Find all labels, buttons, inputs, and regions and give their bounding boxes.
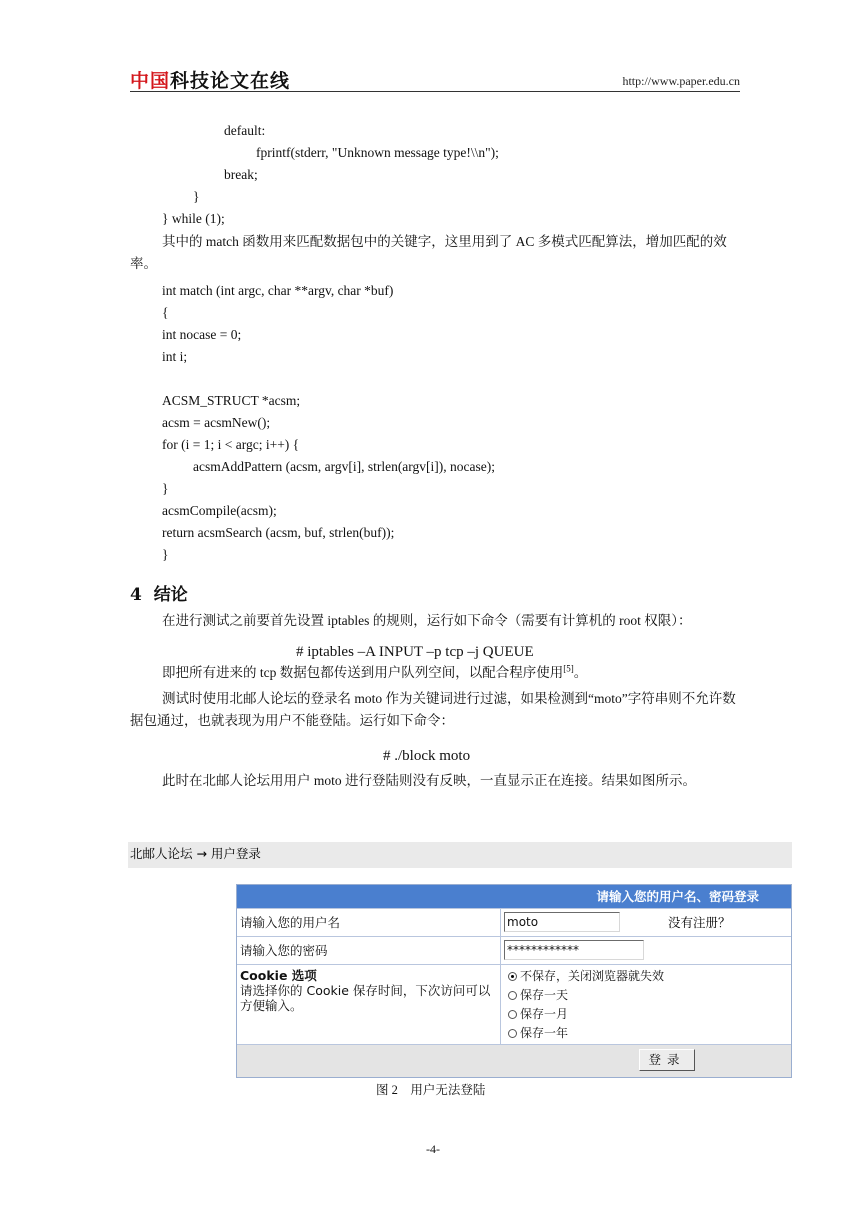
paragraph-result: 此时在北邮人论坛用用户 moto 进行登陆则没有反映，一直显示正在连接。结果如图所示。	[162, 773, 697, 788]
code-line: int i;	[162, 349, 188, 364]
paragraph-iptables: 在进行测试之前要首先设置 iptables 的规则，运行如下命令（需要有计算机的 root 权限）：	[162, 613, 692, 628]
cookie-option[interactable]	[508, 1006, 568, 1022]
code-line: } while (1);	[162, 211, 225, 226]
page-number: -4-	[426, 1142, 440, 1156]
code-line: acsm = acsmNew();	[162, 415, 271, 430]
form-footer	[237, 1044, 791, 1077]
password-label: 请输入您的密码	[237, 937, 501, 964]
code-line: }	[162, 481, 169, 496]
header-url[interactable]: http://www.paper.edu.cn	[622, 74, 740, 88]
logo-red-text: 中国	[130, 70, 171, 92]
username-input[interactable]: moto	[504, 912, 620, 932]
radio-icon[interactable]	[508, 1029, 517, 1038]
cookie-options	[502, 965, 791, 1044]
code-line: }	[193, 189, 200, 204]
password-row	[237, 936, 791, 964]
cookie-option-label: 保存一月	[520, 1007, 569, 1021]
form-title: 请输入您的用户名、密码登录	[237, 885, 791, 908]
cookie-row	[237, 964, 791, 1044]
cookie-description: 请选择你的 Cookie 保存时间，下次访问可以方便输入。	[240, 983, 491, 1013]
page-header	[130, 64, 740, 92]
register-link[interactable]: 没有注册？	[668, 915, 731, 930]
command-block: # ./block moto	[383, 748, 471, 764]
breadcrumb: 北邮人论坛 → 用户登录	[128, 842, 792, 868]
journal-logo	[130, 66, 290, 93]
citation-ref: [5]	[563, 663, 574, 674]
cookie-option[interactable]	[508, 968, 664, 984]
section-number: 4	[130, 585, 142, 605]
code-line: int nocase = 0;	[162, 327, 242, 342]
section-title: 结论	[153, 585, 188, 605]
code-line: acsmCompile(acsm);	[162, 503, 277, 518]
code-line: break;	[224, 167, 258, 182]
figure-caption: 图 2 用户无法登陆	[376, 1083, 486, 1097]
password-cell	[502, 937, 791, 964]
code-line: int match (int argc, char **argv, char *buf)	[162, 283, 394, 298]
radio-icon[interactable]	[508, 991, 517, 1000]
cookie-option-label: 不保存，关闭浏览器就失效	[520, 969, 665, 983]
cookie-option-label: 保存一年	[520, 1026, 569, 1040]
paragraph-test: 测试时使用北邮人论坛的登录名 moto 作为关键词进行过滤，如果检测到“moto”字符串则不允许数据包通过，也就表现为用户不能登陆。运行如下命令：	[130, 691, 736, 728]
code-line: {	[162, 305, 169, 320]
paragraph-queue	[162, 662, 752, 684]
login-form	[236, 884, 792, 1078]
command-iptables: # iptables –A INPUT –p tcp –j QUEUE	[296, 644, 534, 660]
code-line: for (i = 1; i < argc; i++) {	[162, 437, 300, 452]
cookie-option[interactable]	[508, 987, 568, 1003]
paragraph-match-intro: 其中的 match 函数用来匹配数据包中的关键字，这里用到了 AC 多模式匹配算法，增加匹配的效率。	[130, 234, 727, 271]
logo-black-text: 科技论文在线	[170, 70, 291, 92]
username-cell	[502, 909, 791, 936]
username-label: 请输入您的用户名	[237, 909, 501, 936]
password-input[interactable]: ************	[504, 940, 644, 960]
section-heading	[130, 580, 188, 605]
radio-icon[interactable]	[508, 1010, 517, 1019]
cookie-option-label: 保存一天	[520, 988, 569, 1002]
code-line: default:	[224, 123, 266, 138]
figure-login-screenshot	[128, 842, 792, 1078]
code-line: fprintf(stderr, "Unknown message type!\\n");	[256, 145, 499, 160]
radio-selected-icon[interactable]	[508, 972, 517, 981]
cookie-cell	[237, 965, 501, 1044]
cookie-title: Cookie 选项	[240, 968, 317, 983]
cookie-option[interactable]	[508, 1025, 568, 1041]
login-button[interactable]: 登录	[639, 1049, 695, 1071]
code-line: }	[162, 547, 169, 562]
username-row	[237, 908, 791, 936]
code-line: return acsmSearch (acsm, buf, strlen(buf));	[162, 525, 395, 540]
code-line: acsmAddPattern (acsm, argv[i], strlen(argv[i]), nocase);	[193, 459, 496, 474]
paragraph-queue-text: 即把所有进来的 tcp 数据包都传送到用户队列空间，以配合程序使用	[162, 665, 564, 680]
paragraph-queue-end: 。	[573, 665, 588, 680]
code-line: ACSM_STRUCT *acsm;	[162, 393, 301, 408]
